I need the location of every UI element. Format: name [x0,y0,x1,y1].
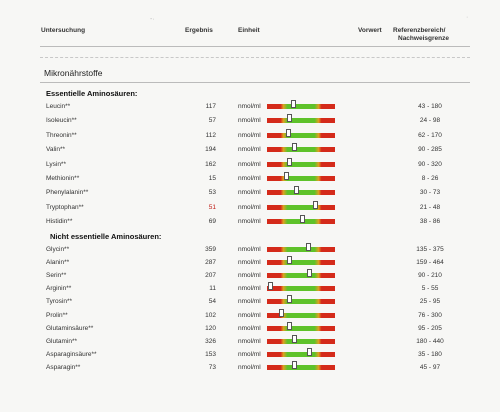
analyte-reference-range: 43 - 180 [418,103,442,110]
range-indicator-marker [287,322,292,330]
analyte-unit: nmol/ml [238,324,261,332]
analyte-reference-range: 90 - 320 [418,160,442,168]
range-indicator-marker [300,215,305,223]
analyte-result: 153 [205,350,216,358]
table-row [0,246,500,260]
table-row [0,146,500,160]
analyte-unit: nmol/ml [238,363,261,371]
analyte-name: Histidin** [46,218,73,226]
range-indicator-marker [306,243,311,251]
table-row [0,132,500,146]
scan-speck: · [466,14,469,21]
analyte-reference-range: 5 - 55 [421,285,439,293]
range-indicator-bar [267,162,335,167]
analyte-unit: nmol/ml [238,298,261,306]
analyte-unit: nmol/ml [238,259,261,267]
range-indicator-bar [267,273,335,278]
analyte-result: 51 [208,203,216,211]
table-row [0,312,500,326]
analyte-unit: nmol/ml [238,103,261,110]
analyte-reference-range: 159 - 464 [416,259,444,267]
analyte-result: 102 [205,311,216,319]
header-nachweisgrenze: Nachweisgrenze [398,35,449,42]
range-indicator-marker [294,186,299,194]
analyte-name: Isoleucin** [46,117,77,125]
table-row [0,298,500,312]
table-row [0,218,500,232]
dashed-divider [40,57,470,58]
range-indicator-marker [307,348,312,356]
header-einheit: Einheit [238,27,260,34]
analyte-name: Tyrosin** [46,298,73,306]
range-indicator-bar [267,104,335,109]
analyte-unit: nmol/ml [238,146,261,154]
analyte-unit: nmol/ml [238,337,261,345]
analyte-name: Asparaginsäure** [46,350,97,358]
analyte-reference-range: 45 - 97 [419,363,441,371]
table-row [0,204,500,218]
section-divider [40,82,470,83]
analyte-result: 54 [208,298,216,306]
range-indicator-bar [267,339,335,344]
analyte-name: Glycin** [46,246,70,253]
table-row [0,338,500,352]
analyte-unit: nmol/ml [238,117,261,125]
range-indicator-marker [291,100,296,108]
analyte-reference-range: 180 - 440 [416,337,444,345]
analyte-result: 359 [205,246,216,253]
analyte-result: 194 [205,146,216,154]
range-indicator-bar [267,190,335,195]
table-row [0,175,500,189]
analyte-unit: nmol/ml [238,218,261,226]
analyte-reference-range: 30 - 73 [419,189,441,197]
analyte-result: 57 [208,117,216,125]
header-vorwert: Vorwert [358,27,382,34]
analyte-reference-range: 90 - 285 [418,146,442,154]
header-ergebnis: Ergebnis [185,27,213,34]
range-indicator-bar [267,205,335,210]
table-row [0,189,500,203]
analyte-name: Glutaminsäure** [46,324,94,332]
range-indicator-bar [267,365,335,370]
analyte-unit: nmol/ml [238,311,261,319]
range-indicator-marker [313,201,318,209]
analyte-name: Valin** [46,146,66,154]
header-divider [40,46,470,47]
analyte-result: 162 [205,160,216,168]
group-title-non-essential: Nicht essentielle Aminosäuren: [50,232,162,241]
analyte-result: 120 [205,324,216,332]
analyte-name: Arginin** [46,285,72,293]
header-referenz: Referenzbereich/ [393,27,446,34]
analyte-unit: nmol/ml [238,285,261,293]
analyte-unit: nmol/ml [238,272,261,280]
range-indicator-bar [267,286,335,291]
analyte-reference-range: 24 - 98 [419,117,441,125]
analyte-unit: nmol/ml [238,203,261,211]
range-indicator-marker [307,269,312,277]
analyte-unit: nmol/ml [238,350,261,358]
table-row [0,259,500,273]
range-indicator-bar [267,299,335,304]
analyte-name: Leucin** [46,103,71,110]
range-indicator-marker [292,361,297,369]
analyte-result: 69 [208,218,216,226]
analyte-result: 112 [205,131,216,139]
table-row [0,117,500,131]
analyte-reference-range: 21 - 48 [419,203,441,211]
table-row [0,325,500,339]
analyte-reference-range: 38 - 86 [419,218,441,226]
analyte-unit: nmol/ml [238,189,261,197]
range-indicator-bar [267,176,335,181]
analyte-name: Glutamin** [46,337,78,345]
analyte-reference-range: 62 - 170 [418,131,442,139]
analyte-result: 287 [205,259,216,267]
range-indicator-marker [268,282,273,290]
range-indicator-marker [287,295,292,303]
analyte-result: 73 [208,363,216,371]
analyte-reference-range: 95 - 205 [418,324,442,332]
analyte-reference-range: 90 - 210 [418,272,442,280]
table-row [0,103,500,117]
table-row [0,285,500,299]
range-indicator-bar [267,352,335,357]
range-indicator-marker [279,309,284,317]
section-title: Mikronährstoffe [44,68,103,78]
analyte-reference-range: 76 - 300 [418,311,442,319]
analyte-name: Alanin** [46,259,70,267]
table-row [0,272,500,286]
table-row [0,161,500,175]
analyte-name: Threonin** [46,131,77,139]
analyte-name: Methionin** [46,175,80,182]
range-indicator-bar [267,219,335,224]
range-indicator-bar [267,260,335,265]
analyte-result: 11 [209,285,216,293]
range-indicator-bar [267,247,335,252]
range-indicator-bar [267,133,335,138]
range-indicator-marker [287,114,292,122]
range-indicator-marker [287,256,292,264]
analyte-name: Serin** [46,272,67,280]
range-indicator-bar [267,147,335,152]
range-indicator-bar [267,313,335,318]
analyte-result: 117 [205,103,216,110]
range-indicator-bar [267,118,335,123]
analyte-result: 326 [205,337,216,345]
range-indicator-marker [284,172,289,180]
range-indicator-bar [267,326,335,331]
analyte-name: Prolin** [46,311,68,319]
table-row [0,364,500,378]
scan-speck: -· [150,16,155,23]
range-indicator-marker [287,158,292,166]
analyte-unit: nmol/ml [238,175,261,182]
analyte-name: Tryptophan** [46,203,84,211]
analyte-unit: nmol/ml [238,246,261,253]
analyte-reference-range: 135 - 375 [416,246,444,253]
range-indicator-marker [292,143,297,151]
analyte-name: Asparagin** [46,363,81,371]
analyte-reference-range: 35 - 180 [418,350,442,358]
analyte-result: 207 [205,272,216,280]
analyte-name: Lysin** [46,160,66,168]
analyte-result: 53 [208,189,216,197]
range-indicator-marker [286,129,291,137]
analyte-result: 15 [208,175,216,182]
analyte-unit: nmol/ml [238,160,261,168]
analyte-reference-range: 25 - 95 [419,298,441,306]
header-untersuchung: Untersuchung [41,27,86,34]
analyte-unit: nmol/ml [238,131,261,139]
analyte-reference-range: 8 - 26 [421,175,439,182]
analyte-name: Phenylalanin** [46,189,89,197]
group-title-essential: Essentielle Aminosäuren: [46,89,138,98]
table-row [0,351,500,365]
range-indicator-marker [292,335,297,343]
